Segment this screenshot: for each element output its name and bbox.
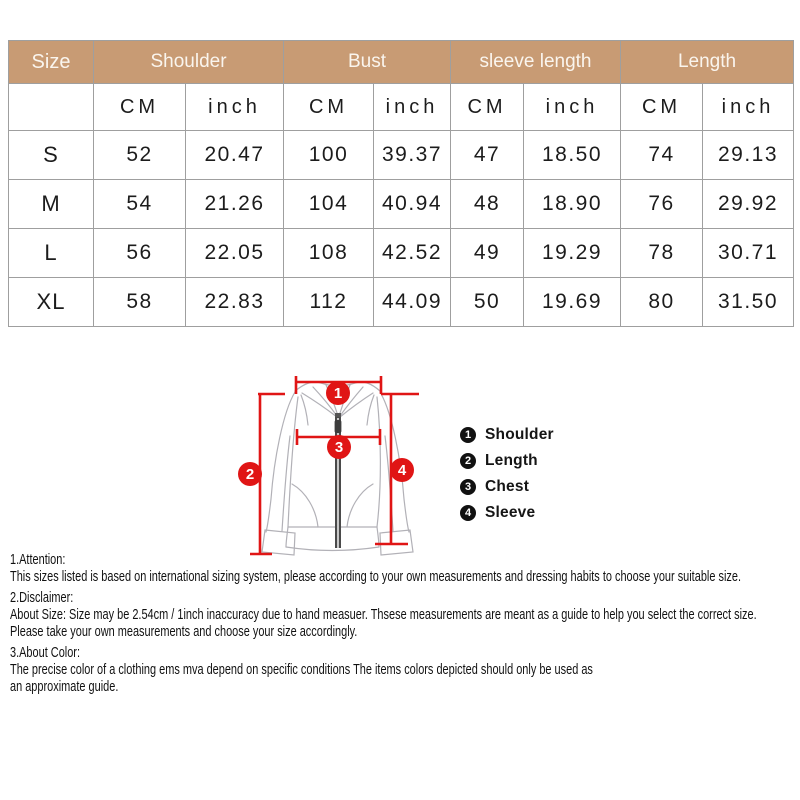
unit-cell-inch: inch [524, 84, 621, 131]
unit-cell-cm: CM [284, 84, 374, 131]
header-length: Length [621, 41, 794, 84]
header-shoulder: Shoulder [94, 41, 284, 84]
cell-value: 44.09 [374, 278, 451, 327]
legend-item-sleeve [460, 504, 554, 521]
marker-1-number: 1 [333, 385, 343, 402]
cell-value: 39.37 [374, 131, 451, 180]
cell-value: 30.71 [703, 229, 794, 278]
marker-2-number: 2 [245, 466, 255, 483]
table-row-l [9, 229, 794, 278]
legend-4-label: Sleeve [485, 503, 536, 521]
diagram-marker-length [238, 462, 262, 486]
table-units-row [9, 84, 794, 131]
cell-size: S [9, 131, 94, 180]
cell-value: 48 [451, 180, 524, 229]
cell-value: 18.90 [524, 180, 621, 229]
cell-value: 47 [451, 131, 524, 180]
header-bust: Bust [284, 41, 451, 84]
legend-3-badge: 3 [460, 479, 476, 495]
diagram-marker-shoulder [326, 381, 350, 405]
cell-size: L [9, 229, 94, 278]
legend-item-length [460, 452, 554, 469]
attention-body: This sizes listed is based on international sizing system, please according to your own measurements and dressing habits to choose your suitable size. [10, 568, 741, 585]
about-color-title: 3.About Color: [10, 644, 81, 661]
legend-1-badge: 1 [460, 427, 476, 443]
cell-value: 76 [621, 180, 703, 229]
table-row-s [9, 131, 794, 180]
cell-value: 100 [284, 131, 374, 180]
about-color-body-2: an approximate guide. [10, 678, 119, 695]
disclaimer-title: 2.Disclaimer: [10, 589, 74, 606]
table-row-xl [9, 278, 794, 327]
units-blank-cell [9, 84, 94, 131]
unit-cell-cm: CM [94, 84, 186, 131]
zipper [335, 413, 342, 548]
jacket-diagram [228, 364, 443, 576]
header-size: Size [9, 41, 94, 84]
cell-value: 19.69 [524, 278, 621, 327]
cell-value: 78 [621, 229, 703, 278]
cell-value: 54 [94, 180, 186, 229]
cell-size: M [9, 180, 94, 229]
cell-value: 74 [621, 131, 703, 180]
unit-cell-cm: CM [621, 84, 703, 131]
attention-title: 1.Attention: [10, 551, 66, 568]
diagram-marker-chest [327, 435, 351, 459]
table-row-m [9, 180, 794, 229]
unit-cell-inch: inch [186, 84, 284, 131]
diagram-marker-sleeve [390, 458, 414, 482]
unit-cell-inch: inch [703, 84, 794, 131]
legend-1-label: Shoulder [485, 425, 554, 443]
cell-value: 42.52 [374, 229, 451, 278]
cell-value: 20.47 [186, 131, 284, 180]
marker-4-number: 4 [397, 462, 407, 479]
measure-legend [460, 426, 554, 530]
cell-value: 18.50 [524, 131, 621, 180]
about-color-body-1: The precise color of a clothing ems mva depend on specific conditions The items colors depicted should only be used as [10, 661, 593, 678]
cell-value: 50 [451, 278, 524, 327]
cell-value: 31.50 [703, 278, 794, 327]
cell-value: 22.05 [186, 229, 284, 278]
cell-value: 104 [284, 180, 374, 229]
table-header-row [9, 41, 794, 84]
cell-value: 58 [94, 278, 186, 327]
cell-value: 112 [284, 278, 374, 327]
disclaimer-body-1: About Size: Size may be 2.54cm / 1inch inaccuracy due to hand measuer. Thsese measurements are meant as a guide to help you select the correct size. [10, 606, 757, 623]
header-sleeve-length: sleeve length [451, 41, 621, 84]
cell-value: 29.13 [703, 131, 794, 180]
marker-3-number: 3 [334, 439, 344, 456]
cell-size: XL [9, 278, 94, 327]
legend-2-label: Length [485, 451, 538, 469]
legend-2-badge: 2 [460, 453, 476, 469]
cell-value: 40.94 [374, 180, 451, 229]
legend-item-shoulder [460, 426, 554, 443]
disclaimer-body-2: Please take your own measurements and choose your size accordingly. [10, 623, 358, 640]
unit-cell-inch: inch [374, 84, 451, 131]
unit-cell-cm: CM [451, 84, 524, 131]
cell-value: 56 [94, 229, 186, 278]
cell-value: 108 [284, 229, 374, 278]
cell-value: 19.29 [524, 229, 621, 278]
legend-3-label: Chest [485, 477, 530, 495]
cell-value: 80 [621, 278, 703, 327]
legend-4-badge: 4 [460, 505, 476, 521]
size-table [8, 40, 794, 327]
cell-value: 21.26 [186, 180, 284, 229]
legend-item-chest [460, 478, 554, 495]
cell-value: 49 [451, 229, 524, 278]
cell-value: 29.92 [703, 180, 794, 229]
notes-section [10, 551, 798, 695]
cell-value: 52 [94, 131, 186, 180]
cell-value: 22.83 [186, 278, 284, 327]
